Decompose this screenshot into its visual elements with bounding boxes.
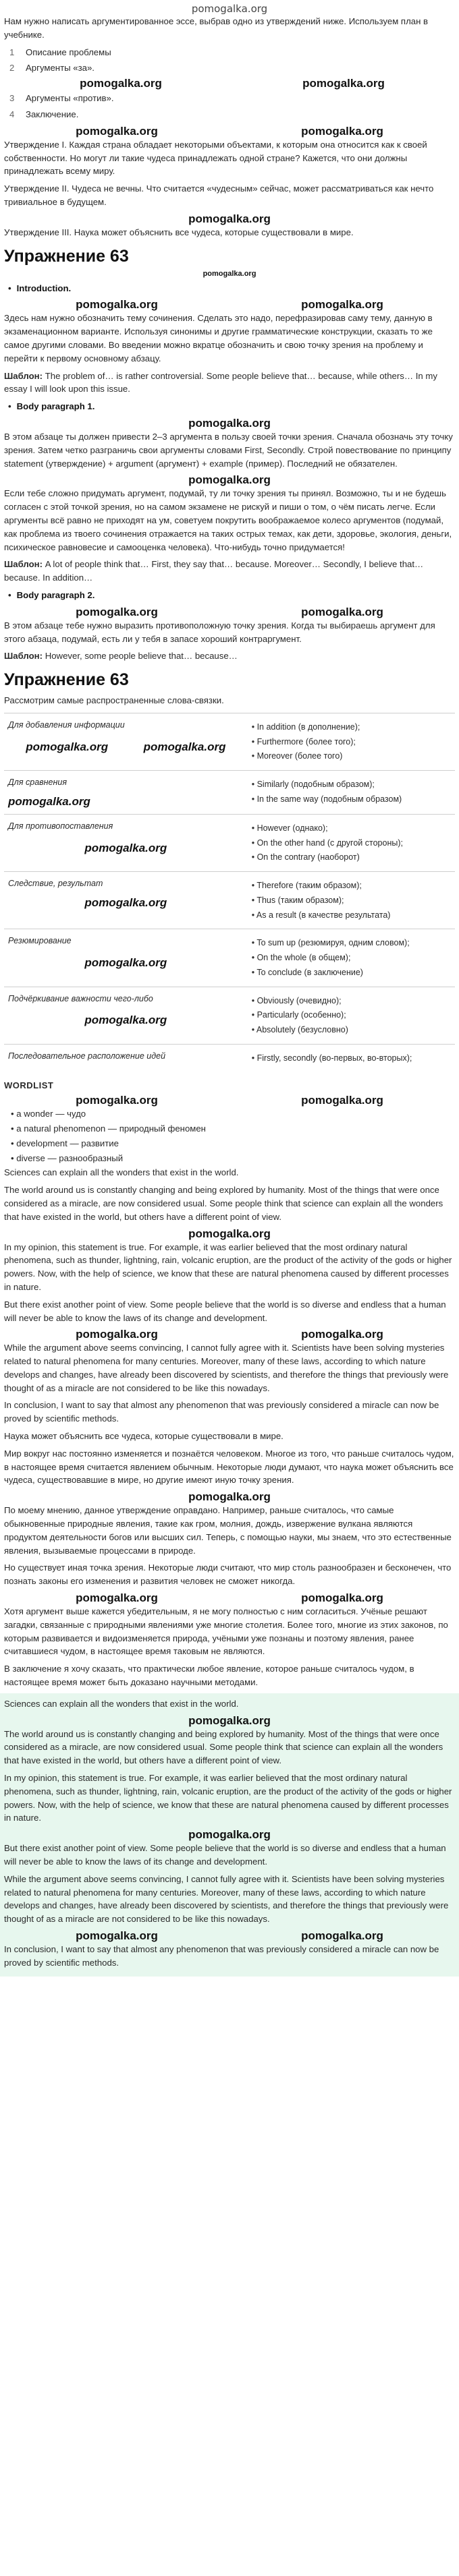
watermark: pomogalka.org <box>188 1227 271 1240</box>
watermark: pomogalka.org <box>188 1714 271 1727</box>
table-row <box>4 929 455 987</box>
items-cell: • To sum up (резюмируя, одним словом); • On the whole (в общем); • To conclude (в заключение) <box>248 929 455 987</box>
wordlist-title: WORDLIST <box>4 1080 54 1090</box>
exercise-title-2: Упражнение 63 <box>4 670 129 690</box>
watermark: pomogalka.org <box>188 473 271 487</box>
table-row <box>4 872 455 929</box>
bp1-template: Шаблон: A lot of people think that… First, they say that… because. Moreover… Secondly, I believe that… because. In addition… <box>4 559 424 583</box>
intro-text: Здесь нам нужно обозначить тему сочинения. Сделать это надо, перефразировав саму тему, данную в экзаменационном варианте. Используя синонимы и другие грамматические конструкции, сказать то же самое другими словами. Во введении можно вкратце обозначить и свою точку зрения на проблему и перейти к первому основному абзацу. <box>4 313 433 363</box>
phrases-caption: Рассмотрим самые распространенные слова-связки. <box>4 695 224 706</box>
plan-num: 4 <box>9 109 15 119</box>
section-list <box>8 589 455 602</box>
section-list <box>8 400 455 413</box>
essay-title: Sciences can explain all the wonders that exist in the world. <box>4 1167 239 1178</box>
plan-num: 2 <box>9 63 15 74</box>
plan-item <box>9 108 455 121</box>
watermark: pomogalka.org pomogalka.org <box>76 124 383 138</box>
plan-text: Аргументы «за». <box>26 63 94 74</box>
content <box>0 15 459 1977</box>
section-label: • Body paragraph 2. <box>8 589 455 602</box>
intro-lead: Нам нужно написать аргументированное эссе, выбрав одно из утверждений ниже. Используем план в учебнике. <box>4 16 429 40</box>
watermark: pomogalka.org <box>202 269 256 278</box>
bp2-template: Шаблон: However, some people believe that… because… <box>4 651 238 662</box>
plan-text: Аргументы «против». <box>26 93 114 104</box>
watermark: pomogalka.org pomogalka.org <box>76 605 383 618</box>
category-cell: Подчёркивание важности чего-либо pomogalka.org <box>4 987 248 1044</box>
essay-ru-paragraph: По моему мнению, данное утверждение оправдано. Например, раньше считалось, что самые обыкновенные природные явления, такие как гром, молния, дождь, извержение вулкана являются продуктом деятельности богов или высших сил. Теперь, с помощью науки, мы знаем, что это естественные явления, вызываемые процессами в природе. <box>4 1505 452 1556</box>
statement-2: Утверждение II. Чудеса не вечны. Что считается «чудесным» сейчас, может рассматриваться как нечто тривиальное в будущем. <box>4 183 434 207</box>
essay-ru-paragraph: Хотя аргумент выше кажется убедительным, я не могу полностью с ним согласиться. Учёные решают загадки, связанные с природными явлениями уже многие столетия. Более того, многие из этих законов, по которым развивается и видоизменяется природа, учёными уже познаны и поэтому явления, ранее считавшиеся чудом, в настоящее время таковым не являются. <box>4 1606 448 1657</box>
plan-num: 1 <box>9 47 15 57</box>
watermark: pomogalka.org pomogalka.org <box>76 1328 383 1341</box>
essay-ru-paragraph: Но существует иная точка зрения. Некоторые люди считают, что мир столь разнообразен и бесконечен, что познать законы его изменения и развития человек не сможет никогда. <box>4 1562 452 1587</box>
bp1-text: В этом абзаце ты должен привести 2–3 аргумента в пользу своей точки зрения. Сначала обозначь эту точку зрения. Затем четко разграничь свои аргументы словами First, Secondly. Строй повествование по принципу statement (утверждение) + argument (аргумент) + example (пример). Последний не обязателен. <box>4 431 453 469</box>
wordlist <box>11 1107 455 1165</box>
statement-3: Утверждение III. Наука может объяснить все чудеса, которые существовали в мире. <box>4 227 354 237</box>
essay-paragraph: But there exist another point of view. Some people believe that the world is so diverse and endless that a human will never be able to know the laws of its change and development. <box>4 1299 446 1323</box>
watermark: pomogalka.org <box>188 416 271 430</box>
watermark: pomogalka.org pomogalka.org <box>76 1591 383 1605</box>
exercise-title: Упражнение 63 <box>4 246 129 266</box>
essay-paragraph: In my opinion, this statement is true. For example, it was earlier believed that the most ordinary natural phenomena, such as thunder, lightning, rain, volcanic eruption, are the product of the activity of the gods or higher powers. Now, with the help of science, we know that these are natural phenomena caused by different processes in nature. <box>4 1241 452 1292</box>
word-item: • a wonder — чудо <box>11 1107 455 1121</box>
plan-text: Описание проблемы <box>26 47 111 57</box>
section-list <box>8 282 455 295</box>
watermark: pomogalka.org pomogalka.org <box>76 298 383 312</box>
items-cell: • Therefore (таким образом); • Thus (таким образом); • As a result (в качестве результата) <box>248 872 455 929</box>
watermark: pomogalka.org <box>188 1490 271 1504</box>
watermark: pomogalka.org pomogalka.org <box>76 1929 383 1942</box>
essay-paragraph: In conclusion, I want to say that almost any phenomenon that was previously considered a miracle can now be proved by scientific methods. <box>4 1400 439 1424</box>
watermark: pomogalka.org <box>188 212 271 225</box>
linking-words-table <box>4 713 455 1072</box>
essay-paragraph: In conclusion, I want to say that almost any phenomenon that was previously considered a miracle can now be proved by scientific methods. <box>4 1943 439 1968</box>
items-cell: • However (однако); • On the other hand (с другой стороны); • On the contrary (наоборот) <box>248 814 455 871</box>
watermark: pomogalka.org pomogalka.org <box>76 1094 383 1107</box>
essay-paragraph: While the argument above seems convincing, I cannot fully agree with it. Scientists have been solving mysteries related to natural phenomena for many centuries. Moreover, many of these laws, according to which nature develops and changes, have already been discovered by scientists, and therefore the things that previously were thought of as a miracle are not considered to be like this nowadays. <box>4 1873 449 1925</box>
statement-1: Утверждение I. Каждая страна обладает некоторыми объектами, к которым она относится как к своей собственности. Но могут ли такие чудеса принадлежать одной стране? Кажется, что они должны принадлежать всему миру. <box>4 139 427 177</box>
plan-item <box>9 61 455 75</box>
category-cell: Для добавления информации pomogalka.org pomogalka.org <box>4 713 248 770</box>
plan-num: 3 <box>9 93 15 104</box>
plan-item <box>9 92 455 105</box>
category-cell: Следствие, результат pomogalka.org <box>4 872 248 929</box>
top-watermark: pomogalka.org <box>191 3 268 15</box>
section-label: • Introduction. <box>8 282 455 295</box>
category-cell: Последовательное расположение идей <box>4 1044 248 1072</box>
essay-paragraph: In my opinion, this statement is true. For example, it was earlier believed that the most ordinary natural phenomena, such as thunder, lightning, rain, volcanic eruption, are the product of the activity of the gods or higher powers. Now, with the help of science, we know that these are natural phenomena caused by different processes in nature. <box>4 1773 452 1823</box>
word-item: • development — развитие <box>11 1137 455 1150</box>
essay-paragraph: The world around us is constantly changing and being explored by humanity. Most of the things that were once considered as a miracle, are now considered usual. Some people think that science can explain all the wonders that have existed in the world, but others have a different point of view. <box>4 1728 443 1766</box>
items-cell: • In addition (в дополнение); • Furthermore (более того); • Moreover (более того) <box>248 713 455 770</box>
items-cell: • Obviously (очевидно); • Particularly (особенно); • Absolutely (безусловно) <box>248 987 455 1044</box>
table-row <box>4 814 455 871</box>
highlighted-essay <box>0 1693 459 1977</box>
essay-paragraph: While the argument above seems convincing, I cannot fully agree with it. Scientists have been solving mysteries related to natural phenomena for many centuries. Moreover, many of these laws, according to which nature develops and changes, have already been discovered by scientists, and therefore the things that previously were thought of as a miracle are not considered to be like this nowadays. <box>4 1343 449 1393</box>
plan-text: Заключение. <box>26 109 79 119</box>
word-item: • diverse — разнообразный <box>11 1152 455 1165</box>
essay-paragraph: The world around us is constantly changing and being explored by humanity. Most of the things that were once considered as a miracle, are now considered usual. Some people think that science can explain all the wonders that have existed in the world, but others have a different point of view. <box>4 1185 443 1222</box>
table-row <box>4 713 455 770</box>
section-label: • Body paragraph 1. <box>8 400 455 413</box>
plan-item <box>9 46 455 59</box>
essay-ru-paragraph: Мир вокруг нас постоянно изменяется и познаётся человеком. Многое из того, что раньше считалось чудом, в настоящее время считается явлением обычным. Некоторые люди думают, что наука может объяснить все чудеса, существовавшие в мире, но другие имеют иную точку зрения. <box>4 1448 454 1486</box>
category-cell: Для противопоставления pomogalka.org <box>4 814 248 871</box>
table-row <box>4 1044 455 1072</box>
table-row <box>4 987 455 1044</box>
watermark: pomogalka.org pomogalka.org <box>80 77 385 90</box>
word-item: • a natural phenomenon — природный феномен <box>11 1122 455 1136</box>
bp2-text: В этом абзаце тебе нужно выразить противоположную точку зрения. Когда ты выбираешь аргумент для этого абзаца, подумай, есть ли у тебя в запасе хороший контраргумент. <box>4 620 435 644</box>
items-cell: • Firstly, secondly (во-первых, во-вторых); <box>248 1044 455 1072</box>
category-cell: Резюмирование pomogalka.org <box>4 929 248 987</box>
category-cell: Для сравнения pomogalka.org <box>4 771 248 815</box>
table-row <box>4 771 455 815</box>
essay-paragraph: But there exist another point of view. Some people believe that the world is so diverse and endless that a human will never be able to know the laws of its change and development. <box>4 1843 446 1867</box>
bp1-text2: Если тебе сложно придумать аргумент, подумай, ту ли точку зрения ты принял. Возможно, ты и не будешь согласен с этой точкой зрения, но на самом экзамене не рискуй и пиши о том, о чём писать легче. Если аргументы всё равно не приходят на ум, советуем покрутить воображаемое колесо аргументов (подумай, как проблема из твоего сочинения отражается на таких острых темах, как дети, здоровье, экология, деньги, психическое равновесие и самооценка человека). Что-нибудь точно придумается! <box>4 488 452 552</box>
essay-ru-title: Наука может объяснить все чудеса, которые существовали в мире. <box>4 1431 284 1442</box>
items-cell: • Similarly (подобным образом); • In the same way (подобным образом) <box>248 771 455 815</box>
essay-ru-paragraph: В заключение я хочу сказать, что практически любое явление, которое раньше считалось чудом, в настоящее время может быть доказано научными методами. <box>4 1664 414 1688</box>
plan-list <box>9 46 455 121</box>
essay-title: Sciences can explain all the wonders that exist in the world. <box>4 1698 239 1709</box>
intro-template: Шаблон: The problem of… is rather controversial. Some people believe that… because, while others… In my essay I will look upon this issue. <box>4 370 437 394</box>
watermark: pomogalka.org <box>188 1828 271 1842</box>
